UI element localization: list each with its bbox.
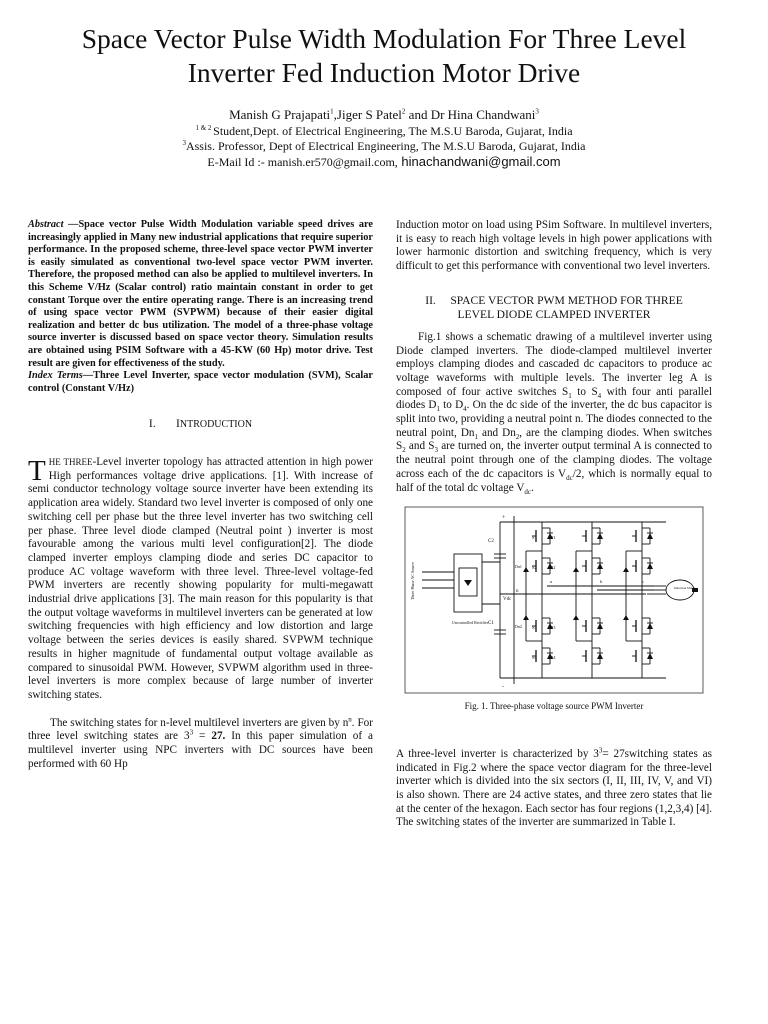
email-line [40,154,728,170]
inverter-schematic [404,506,704,694]
s2p1-sub-s2: 2 [402,446,406,455]
clamp-diode-icon [623,615,629,620]
phase-a-label: a [550,579,552,585]
figure-1 [404,506,704,694]
intro-text-2d: In this paper simulation of a multilevel inverter using NPC inverters with DC sources have been performed with 60 Hp [28,730,374,770]
s2p1-b: to S [571,385,598,398]
left-column [28,219,373,771]
affiliation-1 [40,124,728,139]
index-terms-label: Index Terms [28,370,83,382]
diode-icon [597,563,603,569]
s2p1-h: and S [405,440,435,453]
negative-terminal: - [502,684,504,691]
affiliation-2 [40,139,728,154]
s2p1-k: . [531,481,534,494]
s2p1-sub-dc2: dc [524,487,532,496]
phase-c-label: c [642,579,644,585]
author-1-sup: 1 [330,107,334,116]
email-2: hinachandwani@gmail.com [397,154,561,169]
section-1-title-rest: NTRODUCTION [179,419,253,431]
s2p1-d: to D [439,399,464,412]
dn2-label: Dn2 [515,624,522,630]
intro-sup-3: 3 [189,728,194,737]
clamp-diode-icon [623,567,629,572]
s1-label: S1 [532,535,537,541]
affiliation-2-text: Assis. Professor, Dept of Electrical Engineering, The M.S.U Baroda, Gujarat, India [185,139,586,153]
section-2-heading [396,294,712,322]
abstract [28,219,373,370]
induction-motor-icon [666,580,694,600]
rectifier-label: Uncontrolled Rectifier [452,620,489,626]
d4-label: D4 [550,655,556,661]
s2p1-sub-dc: dc [566,474,573,483]
clamp-diode-icon [523,615,529,620]
s2p1-sub-n1: 1 [474,432,478,441]
paper-title: Space Vector Pulse Width Modulation For Three Level Inverter Fed Induction Motor Drive [81,23,687,88]
s2-label: S2 [532,565,537,571]
intro-paragraph-2 [28,714,374,772]
right-column [396,219,712,830]
s2p1-f: and Dn [478,426,516,439]
author-and: and [405,107,431,122]
email-label: E-Mail Id :- [207,155,268,169]
index-terms [28,370,373,395]
clamp-diode-icon [573,615,579,620]
intro-text-1: -Level inverter topology has attracted attention in high power High performances voltage drive applications. [1]. With increase of semi conductor technology voltage source inverter have been extending its application area widely. Standard two level inverter is composed of only one switching cell per phase but the three level inverter has two switching cell per phase. Three level diode clamped (Neutral point ) inverter is most favourable among the various multi level configuration[2]. The diode clamped inverter employs clamping diode and series DC capacitor to produce AC voltage waveform with three level. Three-level voltage-fed PWM inverters are recently showing popularity for multi-megawatt industrial drive applications [3]. The main reason for this popularity is that the output voltage waveforms in multilevel inverters can be generated at low switching frequencies with high efficiency and low distortion and large voltage between the series devices is easily shared. SVPWM technique results in higher magnitude of fundamental output voltage available as compared to sinusoidal PWM. However, SVPWM algorithm used in three-level inverters is more complex because of large number of inverter switching states. [28,456,373,701]
c2-label: C2 [488,539,494,545]
author-3-sup: 3 [535,107,539,116]
c1-label: C1 [488,621,494,627]
s2p2-a: A three-level inverter is characterized by 3 [396,747,599,760]
dn1-label: Dn1 [515,564,522,570]
section-1-heading [28,417,373,432]
intro-paragraph-1 [28,456,373,703]
section-2-number: II. [425,293,436,307]
author-names: Manish G Prajapati$^1$,Jiger S Patel$^2$ and Dr Hina Chandwani$^3$ [229,107,539,122]
clamp-diode-icon [523,567,529,572]
affiliation-1-sup: 1 & 2 [195,124,214,132]
intro-first-caps: HE THREE [48,457,93,468]
s2p1-sub-s3: 3 [434,446,438,455]
output-lines [547,586,666,594]
diode-icon [647,653,653,659]
s2p1-j: /2, which is normally equal to half of the total dc voltage V [396,467,713,494]
author-3: Dr Hina Chandwani [430,107,536,122]
email-1: manish.er570@gmail.com, [267,155,398,169]
s2p1-sub-d4: 4 [463,405,467,414]
positive-terminal: + [502,515,506,522]
section-2-paragraph-2 [396,748,712,830]
section-1-number: I. [148,417,156,431]
ac-source-label: Three Phase AC Source [410,562,415,601]
s2p1-e: . On the dc side of the inverter, the dc bus capacitor is split into two, providing a neutral point n. The diodes connected to the neutral point, Dn [396,399,713,439]
s2p2-b: = 27switching states as indicated in Fig.2 where the space vector diagram for the three-level inverter which is divided into the six sectors (I, II, III, IV, V, and VI) is also shown. There are 24 active states, and three zero states that lie at the center of the hexagon. Each sector has four regions (1,2,3,4) [4]. The switching states of the inverter are summarized in Table I. [396,747,712,829]
affiliation-1-text: Student,Dept. of Electrical Engineering, The M.S.U Baroda, Gujarat, India [213,124,573,138]
d2-label: D2 [550,565,556,571]
intro-text-2c: = [193,730,212,743]
diode-icon [647,563,653,569]
section-2-title-line1: SPACE VECTOR PWM METHOD FOR THREE [450,293,683,307]
diode-icon [597,623,603,629]
s2p1-sub-n2: 2 [515,432,520,441]
ac-source-lines [422,572,454,588]
author-1: Manish G Prajapati [229,107,331,122]
inverter-legs [523,522,653,678]
section-1-title-initial: I [175,417,180,431]
right-paragraph-0: Induction motor on load using PSim Software. In multilevel inverters, it is easy to reach high voltage levels in high power applications with lower harmonic distortion and switching frequency, which is very difficult to get this performance with conventional two level inverters. [396,219,712,273]
s2p1-c: with four anti parallel diodes D [396,385,712,412]
s3-label: S3 [532,625,537,631]
d1-label: D1 [550,535,556,541]
affiliation-2-sup: 3 [182,139,186,147]
intro-sup-n: n [348,714,352,723]
diode-icon [597,653,603,659]
s2p2-sup: 3 [598,746,603,755]
phase-b-label: b [600,579,603,585]
vdc-label: Vdc [503,597,512,603]
s2p1-sub-d1: 1 [436,405,440,414]
diode-icon [597,533,603,539]
index-terms-text: —Three Level Inverter, space vector modulation (SVM), Scalar control (Constant V/Hz) [28,370,374,394]
neutral-point-label: n [516,589,519,595]
abstract-text: —Space vector Pulse Width Modulation variable speed drives are increasingly applied in Many new industrial applications that require superior performance. In the proposed scheme, three-level space vector PWM inverter is easily simulated as conventional two-level space vector PWM inverter. Therefore, the proposed method can also be applied to multilevel inverters. In this Scheme V/Hz (Scalar control) ratio maintain constant in order to get constant Torque over the entire operating range. There is an increasing trend of using space vector PWM (SVPWM) because of their easier digital realization and better dc bus utilization. The model of a three-phase voltage source inverter is discussed based on space vector theory. Simulation results are obtained using PSIM Software with a 45-KW (60 Hp) motor drive. Test result are given for effectiveness of the study. [28,219,373,369]
section-2-paragraph-1 [396,331,712,495]
rectifier-diode-icon [464,580,472,586]
intro-bold-27: 27. [211,730,226,743]
intro-text-2b: . For three level switching states are 3 [28,716,373,743]
diode-icon [647,623,653,629]
author-2-sup: 2 [401,107,406,116]
diode-icon [647,533,653,539]
abstract-label: Abstract [28,219,64,230]
s2p1-sub-s1: 1 [568,391,572,400]
s2p1-sub-s4: 4 [597,391,602,400]
clamp-diode-icon [573,567,579,572]
intro-text-2a: The switching states for n-level multilevel inverters are given by n [50,716,349,729]
s4-label: S4 [532,655,537,661]
section-2-title-line2: LEVEL DIODE CLAMPED INVERTER [457,307,651,321]
s2p1-g: , are the clamping diodes. When switches S [396,426,712,453]
d3-label: D3 [550,625,556,631]
drop-cap: T [28,455,46,488]
author-2: Jiger S Patel [336,107,402,122]
s2p1-i: are turned on, the inverter output terminal A is connected to the neutral point through one of the clamping diodes. The voltage across each of the dc capacitors is V [396,440,712,480]
author-block [40,107,728,170]
motor-label: Induction Motor [674,586,695,591]
s2p1-a: Fig.1 shows a schematic drawing of a multilevel inverter using Diode clamped inverters. The diode-clamped multilevel inverter employs clamping diodes and cascaded dc capacitors to produce ac voltage waveforms with multiple levels. The inverter leg A is composed of four active switches S [396,330,712,398]
figure-1-caption: Fig. 1. Three-phase voltage source PWM Inverter [464,701,644,712]
